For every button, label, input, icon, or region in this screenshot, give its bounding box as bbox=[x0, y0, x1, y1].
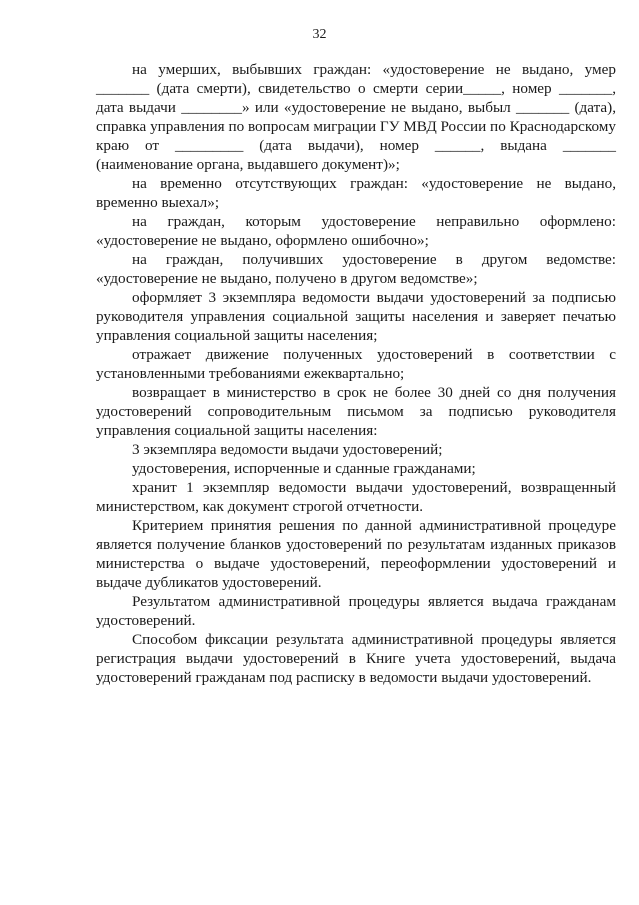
paragraph: удостоверения, испорченные и сданные гражданами; bbox=[132, 460, 476, 477]
paragraph: оформляет 3 экземпляра ведомости выдачи удостоверений за подписью руководителя управления социальной защиты населения и заверяет печатью управления социальной защиты населения; bbox=[96, 289, 616, 344]
paragraph: на умерших, выбывших граждан: «удостоверение не выдано, умер _______ (дата смерти), свидетельство о смерти серии_____, номер _______, дата выдачи ________» или «удостоверение не выдано, выбыл _______ (дата), справка управления по вопросам миграции ГУ МВД России по Краснодарскому краю от _________ (дата выдачи), номер ______, выдана _______ (наименование органа, выдавшего документ)»; bbox=[96, 61, 616, 173]
paragraph: хранит 1 экземпляр ведомости выдачи удостоверений, возвращенный министерством, как документ строгой отчетности. bbox=[96, 479, 616, 515]
paragraph: Способом фиксации результата административной процедуры является регистрация выдачи удостоверений в Книге учета удостоверений, выдача удостоверений гражданам под расписку в ведомости выдачи удостоверений. bbox=[96, 631, 616, 686]
page-number: 32 bbox=[312, 27, 327, 42]
paragraph: возвращает в министерство в срок не более 30 дней со дня получения удостоверений сопроводительным письмом за подписью руководителя управления социальной защиты населения: bbox=[96, 384, 616, 439]
paragraph: Результатом административной процедуры является выдача гражданам удостоверений. bbox=[96, 593, 616, 629]
paragraph: 3 экземпляра ведомости выдачи удостоверений; bbox=[132, 441, 443, 458]
paragraph: на граждан, которым удостоверение неправильно оформлено: «удостоверение не выдано, оформлено ошибочно»; bbox=[96, 213, 616, 249]
paragraph: на временно отсутствующих граждан: «удостоверение не выдано, временно выехал»; bbox=[96, 175, 616, 211]
paragraph: на граждан, получивших удостоверение в другом ведомстве: «удостоверение не выдано, получено в другом ведомстве»; bbox=[96, 251, 616, 287]
paragraph: Критерием принятия решения по данной административной процедуре является получение бланков удостоверений по результатам изданных приказов министерства о выдаче удостоверений, переоформлении удостоверений и выдаче дубликатов удостоверений. bbox=[96, 517, 616, 591]
document-body bbox=[96, 60, 616, 687]
paragraph: отражает движение полученных удостоверений в соответствии с установленными требованиями ежеквартально; bbox=[96, 346, 616, 382]
